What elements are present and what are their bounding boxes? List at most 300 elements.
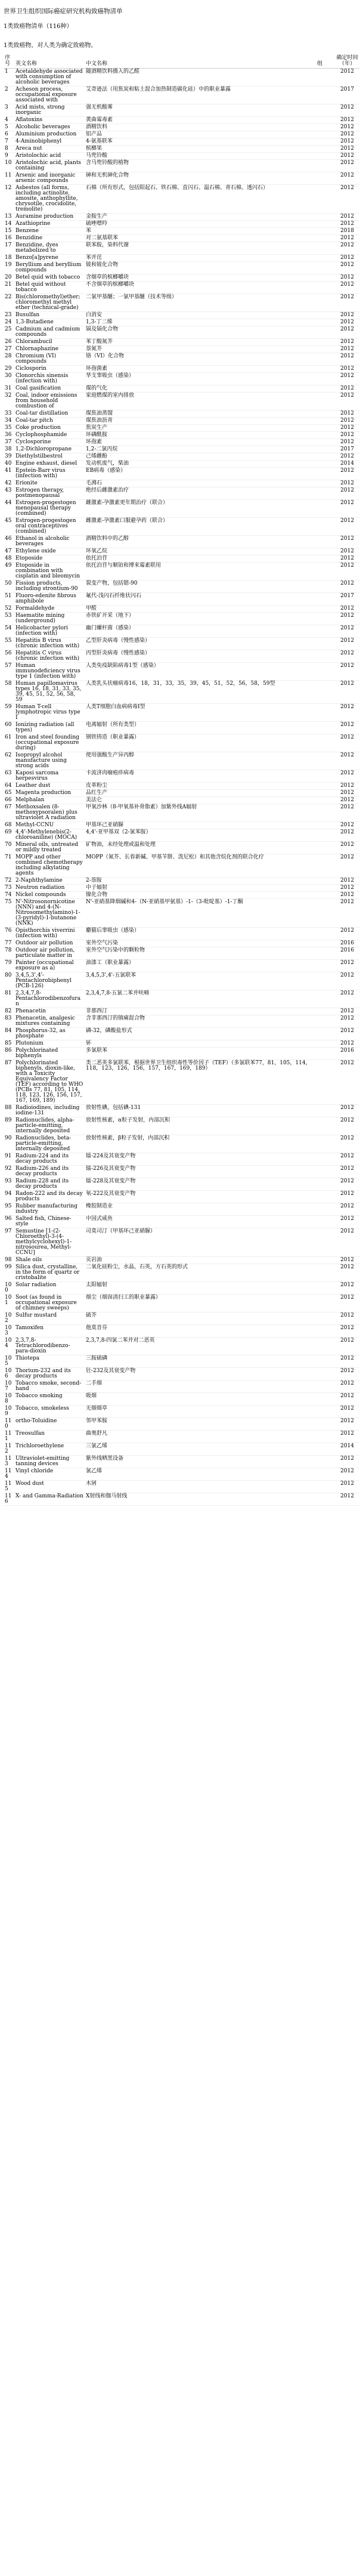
chinese-name: 页岩油: [85, 1257, 316, 1264]
table-row: [4, 940, 359, 947]
english-name: Haematite mining (underground): [14, 613, 85, 625]
group: [316, 1203, 335, 1216]
english-name: Diethylstilbestrol: [14, 453, 85, 461]
english-name: 2-Naphthylamine: [14, 878, 85, 885]
row-number: 40: [4, 461, 14, 468]
table-row: [4, 947, 359, 960]
group: [316, 580, 335, 593]
english-name: Polychlorinated biphenyls, dioxin-like, with a Toxicity Equivalency Factor (TEF) according to WHO (PCBs 77, 81, 105, 114, 118, 123, 126, 156, 157, 167, 169, 189): [14, 1060, 85, 1105]
header-group: 组: [316, 54, 335, 69]
group: [316, 153, 335, 160]
chinese-name: 含非那西汀的镇痛混合物: [85, 1015, 316, 1028]
row-number: 56: [4, 650, 14, 663]
header-year: 确定时间（年）: [335, 54, 359, 69]
row-number: 23: [4, 312, 14, 319]
table-row: [4, 1393, 359, 1406]
chinese-name: 家庭燃煤的室内排放: [85, 393, 316, 410]
table-row: [4, 294, 359, 312]
year: 2016: [335, 947, 359, 960]
year: 2012: [335, 235, 359, 242]
group: [316, 663, 335, 681]
group: [316, 1191, 335, 1203]
chinese-name: 麝猫后睾吸虫（感染）: [85, 928, 316, 940]
english-name: Fission products, including strontium-90: [14, 580, 85, 593]
english-name: Coal, indoor emissions from household combustion of: [14, 393, 85, 410]
row-number: 47: [4, 548, 14, 555]
year: 2012: [335, 704, 359, 722]
year: 2014: [335, 461, 359, 468]
english-name: Tobacco, smokeless: [14, 1406, 85, 1418]
group: [316, 185, 335, 214]
row-number: 101: [4, 1295, 14, 1312]
english-name: Vinyl chloride: [14, 1468, 85, 1481]
table-row: [4, 160, 359, 172]
chinese-name: 2,3,4,7,8-五氯二苯并呋喃: [85, 990, 316, 1008]
english-name: Salted fish, Chinese-style: [14, 1216, 85, 1228]
row-number: 93: [4, 1178, 14, 1191]
table-row: [4, 418, 359, 425]
group: [316, 1355, 335, 1368]
chinese-name: 赤铁矿开采（地下）: [85, 613, 316, 625]
english-name: Azathioprine: [14, 221, 85, 228]
group: [316, 822, 335, 829]
chinese-name: 2-萘胺: [85, 878, 316, 885]
table-row: [4, 580, 359, 593]
group: [316, 990, 335, 1008]
year: 2012: [335, 385, 359, 393]
row-number: 51: [4, 593, 14, 606]
table-row: [4, 1191, 359, 1203]
row-number: 114: [4, 1468, 14, 1481]
group: [316, 425, 335, 432]
group: [316, 255, 335, 262]
group: [316, 563, 335, 580]
row-number: 102: [4, 1312, 14, 1325]
group: [316, 339, 335, 346]
table-row: [4, 1295, 359, 1312]
year: 2012: [335, 892, 359, 899]
chinese-name: 他莫昔芬: [85, 1325, 316, 1338]
chinese-name: 己烯雌酚: [85, 453, 316, 461]
year: 2012: [335, 160, 359, 172]
year: 2014: [335, 1443, 359, 1456]
year: 2012: [335, 606, 359, 613]
english-name: Leather dust: [14, 783, 85, 790]
year: 2012: [335, 468, 359, 480]
row-number: 90: [4, 1135, 14, 1153]
year: 2017: [335, 593, 359, 606]
english-name: 2,3,7,8-Tetrachlorodibenzo-para-dioxin: [14, 1338, 85, 1355]
chinese-name: 吸烟: [85, 1393, 316, 1406]
group: [316, 1481, 335, 1493]
row-number: 41: [4, 468, 14, 480]
table-row: [4, 822, 359, 829]
chinese-name: 室外空气污染中的颗粒物: [85, 947, 316, 960]
group: [316, 385, 335, 393]
row-number: 81: [4, 990, 14, 1008]
table-row: [4, 146, 359, 153]
chinese-name: 矿物油，未经处理或温和处理: [85, 842, 316, 854]
table-row: [4, 1282, 359, 1295]
row-number: 60: [4, 722, 14, 734]
year: 2012: [335, 69, 359, 87]
year: 2012: [335, 346, 359, 353]
row-number: 22: [4, 294, 14, 312]
group: [316, 797, 335, 804]
group: [316, 1153, 335, 1166]
table-row: [4, 892, 359, 899]
table-row: [4, 638, 359, 650]
english-name: Semustine [1-(2-Chloroethyl)-3-(4-methylcyclohexyl)-1-nitrosourea, Methyl-CCNU]: [14, 1228, 85, 1257]
group: [316, 117, 335, 124]
english-name: 2,3,4,7,8-Pentachlorodibenzofuran: [14, 990, 85, 1008]
english-name: Auramine production: [14, 214, 85, 221]
year: 2012: [335, 221, 359, 228]
year: 2012: [335, 153, 359, 160]
year: 2012: [335, 393, 359, 410]
year: 2012: [335, 1105, 359, 1117]
row-number: 94: [4, 1191, 14, 1203]
row-number: 44: [4, 500, 14, 518]
row-number: 109: [4, 1406, 14, 1418]
year: 2012: [335, 990, 359, 1008]
chinese-name: 室外空气污染: [85, 940, 316, 947]
english-name: Melphalan: [14, 797, 85, 804]
table-row: [4, 1105, 359, 1117]
table-row: [4, 1040, 359, 1048]
chinese-name: 1,2-二氯丙烷: [85, 446, 316, 453]
year: 2012: [335, 899, 359, 928]
table-caption: 1类致癌物，对人类为确定致癌物。: [4, 42, 97, 49]
chinese-name: MOPP（氮芥、长春新碱、甲基苄肼、泼尼松）和其他含烷化剂的联合化疗: [85, 854, 316, 878]
group: [316, 606, 335, 613]
table-row: [4, 878, 359, 885]
english-name: Mineral oils, untreated or mildly treated: [14, 842, 85, 854]
chinese-name: 环孢菌素: [85, 366, 316, 373]
group: [316, 1406, 335, 1418]
group: [316, 1282, 335, 1295]
year: 2012: [335, 104, 359, 117]
english-name: Erionite: [14, 480, 85, 487]
row-number: 88: [4, 1105, 14, 1117]
row-number: 59: [4, 704, 14, 722]
year: 2012: [335, 1060, 359, 1105]
row-number: 64: [4, 783, 14, 790]
group: [316, 1048, 335, 1060]
header-row: [4, 54, 359, 69]
chinese-name: 煤焦油沥青: [85, 418, 316, 425]
table-row: [4, 1048, 359, 1060]
chinese-name: 石棉（所有形式，包括阳起石、铁石棉、直闪石、温石棉、青石棉、透闪石）: [85, 185, 316, 214]
chinese-name: 3,4,5,3',4'-五氯联苯: [85, 972, 316, 990]
row-number: 82: [4, 1008, 14, 1015]
year: 2012: [335, 124, 359, 131]
chinese-name: 金胺生产: [85, 214, 316, 221]
year: 2012: [335, 353, 359, 366]
chinese-name: 硫芥: [85, 1312, 316, 1325]
chinese-name: 环磷酰胺: [85, 432, 316, 439]
row-number: 78: [4, 947, 14, 960]
table-row: [4, 854, 359, 878]
table-row: [4, 153, 359, 160]
chinese-name: 硫唑嘌呤: [85, 221, 316, 228]
row-number: 87: [4, 1060, 14, 1105]
table-row: [4, 319, 359, 326]
english-name: Opisthorchis viverrini (infection with): [14, 928, 85, 940]
row-number: 103: [4, 1325, 14, 1338]
row-number: 53: [4, 613, 14, 625]
row-number: 104: [4, 1338, 14, 1355]
english-name: Outdoor air pollution: [14, 940, 85, 947]
table-row: [4, 1203, 359, 1216]
table-row: [4, 131, 359, 138]
table-row: [4, 1325, 359, 1338]
chinese-name: 中国式咸鱼: [85, 1216, 316, 1228]
english-name: Shale oils: [14, 1257, 85, 1264]
section-label: 1类致癌物清单（116种）: [4, 23, 73, 30]
year: 2018: [335, 228, 359, 235]
row-number: 10: [4, 160, 14, 172]
group: [316, 1456, 335, 1468]
group: [316, 214, 335, 221]
chinese-name: 甲醛: [85, 606, 316, 613]
english-name: Ionizing radiation (all types): [14, 722, 85, 734]
english-name: N'-Nitrosonornicotine (NNN) and 4-(N-Nitrosomethylamino)-1-(3-pyridyl)-1-butanone (NNK): [14, 899, 85, 928]
table-row: [4, 453, 359, 461]
chinese-name: 丙型肝炎病毒（慢性感染）: [85, 650, 316, 663]
chinese-name: 甲氧沙林（8-甲氧基补骨脂素）加紫外线A辐射: [85, 804, 316, 822]
table-row: [4, 172, 359, 185]
row-number: 84: [4, 1028, 14, 1040]
table-row: [4, 1166, 359, 1178]
group: [316, 734, 335, 752]
row-number: 7: [4, 138, 14, 146]
chinese-name: 含烟草的槟榔嚼块: [85, 274, 316, 282]
year: 2012: [335, 822, 359, 829]
year: 2012: [335, 555, 359, 563]
year: 2012: [335, 1282, 359, 1295]
row-number: 21: [4, 282, 14, 294]
english-name: Clonorchis sinensis (infection with): [14, 373, 85, 385]
row-number: 61: [4, 734, 14, 752]
english-name: Phenacetin: [14, 1008, 85, 1015]
chinese-name: 美法仑: [85, 797, 316, 804]
group: [316, 1166, 335, 1178]
group: [316, 593, 335, 606]
header-chinese-name: 中文名称: [85, 54, 316, 69]
english-name: 3,4,5,3',4'-Pentachlorobiphenyl (PCB-126): [14, 972, 85, 990]
english-name: Iron and steel founding (occupational exposure during): [14, 734, 85, 752]
english-name: Plutonium: [14, 1040, 85, 1048]
english-name: Radium-224 and its decay products: [14, 1153, 85, 1166]
table-row: [4, 393, 359, 410]
english-name: Asbestos (all forms, including actinolite, amosite, anthophyllite, chrysotile, crocidolite, tremolite): [14, 185, 85, 214]
row-number: 110: [4, 1418, 14, 1431]
chinese-name: 无烟烟草: [85, 1406, 316, 1418]
row-number: 35: [4, 425, 14, 432]
group: [316, 899, 335, 928]
table-row: [4, 461, 359, 468]
chinese-name: 电离辐射（所有类型）: [85, 722, 316, 734]
chinese-name: 绝经后雌激素治疗: [85, 487, 316, 500]
year: 2012: [335, 783, 359, 790]
english-name: Helicobacter pylori (infection with): [14, 625, 85, 638]
group: [316, 1228, 335, 1257]
row-number: 14: [4, 221, 14, 228]
chinese-name: 木屑: [85, 1481, 316, 1493]
table-row: [4, 242, 359, 255]
table-row: [4, 439, 359, 446]
year: 2012: [335, 500, 359, 518]
row-number: 38: [4, 446, 14, 453]
group: [316, 752, 335, 770]
row-number: 28: [4, 353, 14, 366]
english-name: Rubber manufacturing industry: [14, 1203, 85, 1216]
year: 2012: [335, 418, 359, 425]
chinese-name: 三胺硫磷: [85, 1355, 316, 1368]
english-name: Acid mists, strong inorganic: [14, 104, 85, 117]
table-row: [4, 228, 359, 235]
chinese-name: 卡波济肉瘤疱疹病毒: [85, 770, 316, 783]
year: 2012: [335, 1264, 359, 1282]
table-row: [4, 555, 359, 563]
chinese-name: EB病毒（感染）: [85, 468, 316, 480]
english-name: Radon-222 and its decay products: [14, 1191, 85, 1203]
group: [316, 160, 335, 172]
group: [316, 1393, 335, 1406]
group: [316, 124, 335, 131]
chinese-name: 甲基环己亚硝脲: [85, 822, 316, 829]
row-number: 24: [4, 319, 14, 326]
group: [316, 1368, 335, 1380]
english-name: Benzidine: [14, 235, 85, 242]
table-row: [4, 804, 359, 822]
table-row: [4, 548, 359, 555]
chinese-name: 环氧乙烷: [85, 548, 316, 555]
group: [316, 353, 335, 366]
row-number: 116: [4, 1493, 14, 1506]
chinese-name: 幽门螺杆菌（感染）: [85, 625, 316, 638]
english-name: Epstein-Barr virus (infection with): [14, 468, 85, 480]
english-name: Methyl-CCNU: [14, 822, 85, 829]
table-row: [4, 346, 359, 353]
table-row: [4, 1153, 359, 1166]
group: [316, 393, 335, 410]
english-name: Thiotepa: [14, 1355, 85, 1368]
group: [316, 487, 335, 500]
year: 2016: [335, 1048, 359, 1060]
group: [316, 783, 335, 790]
group: [316, 274, 335, 282]
row-number: 42: [4, 480, 14, 487]
english-name: Thorium-232 and its decay products: [14, 1368, 85, 1380]
table-row: [4, 1338, 359, 1355]
english-name: Ethylene oxide: [14, 548, 85, 555]
table-row: [4, 373, 359, 385]
table-row: [4, 704, 359, 722]
english-name: Etoposide in combination with cisplatin and bleomycin: [14, 563, 85, 580]
english-name: Beryllium and beryllium compounds: [14, 262, 85, 274]
english-name: Soot (as found in occupational exposure of chimney sweeps): [14, 1295, 85, 1312]
year: 2012: [335, 1153, 359, 1166]
year: 2012: [335, 339, 359, 346]
chinese-name: 4-氨基联苯: [85, 138, 316, 146]
year: 2012: [335, 734, 359, 752]
group: [316, 1468, 335, 1481]
table-row: [4, 663, 359, 681]
english-name: Painter (occupational exposure as a): [14, 960, 85, 972]
chinese-name: 铍和铍化合物: [85, 262, 316, 274]
chinese-name: 1,3-丁二烯: [85, 319, 316, 326]
year: 2012: [335, 1028, 359, 1040]
group: [316, 461, 335, 468]
row-number: 3: [4, 104, 14, 117]
year: 2012: [335, 319, 359, 326]
chinese-name: 苯并芘: [85, 255, 316, 262]
table-row: [4, 1135, 359, 1153]
english-name: Tobacco smoking: [14, 1393, 85, 1406]
table-row: [4, 1008, 359, 1015]
year: 2012: [335, 146, 359, 153]
group: [316, 69, 335, 87]
group: [316, 1295, 335, 1312]
row-number: 43: [4, 487, 14, 500]
table-row: [4, 752, 359, 770]
year: 2012: [335, 790, 359, 797]
row-number: 72: [4, 878, 14, 885]
row-number: 36: [4, 432, 14, 439]
chinese-name: 放射性碘，包括碘-131: [85, 1105, 316, 1117]
table-row: [4, 1312, 359, 1325]
english-name: Aristolochic acid: [14, 153, 85, 160]
year: 2012: [335, 439, 359, 446]
english-name: Betel quid with tobacco: [14, 274, 85, 282]
year: 2012: [335, 1166, 359, 1178]
row-number: 1: [4, 69, 14, 87]
row-number: 5: [4, 124, 14, 131]
row-number: 89: [4, 1117, 14, 1135]
english-name: Aflatoxins: [14, 117, 85, 124]
group: [316, 1135, 335, 1153]
english-name: Radionuclides, alpha-particle-emitting, internally deposited: [14, 1117, 85, 1135]
chinese-name: 钍-232及其衰变产物: [85, 1368, 316, 1380]
english-name: 4-Aminobiphenyl: [14, 138, 85, 146]
english-name: Bis(chloromethyl)ether; chloromethyl methyl ether (technical-grade): [14, 294, 85, 312]
row-number: 111: [4, 1431, 14, 1443]
english-name: Radionuclides, beta-particle-emitting, internally deposited: [14, 1135, 85, 1153]
table-row: [4, 885, 359, 892]
row-number: 54: [4, 625, 14, 638]
group: [316, 842, 335, 854]
group: [316, 1060, 335, 1105]
chinese-name: 氯乙烯: [85, 1468, 316, 1481]
english-name: 4,4'-Methylenebis(2-chloroaniline) (MOCA): [14, 829, 85, 842]
table-row: [4, 235, 359, 242]
group: [316, 138, 335, 146]
chinese-name: 钢铁铸造（职业暴露）: [85, 734, 316, 752]
year: 2012: [335, 625, 359, 638]
group: [316, 282, 335, 294]
chinese-name: N'-亚硝基降烟碱和4-（N-亚硝基甲氨基）-1-（3-吡啶基）-1-丁酮: [85, 899, 316, 928]
chinese-name: 磷-32，磷酸盐形式: [85, 1028, 316, 1040]
table-row: [4, 1015, 359, 1028]
year: 2012: [335, 282, 359, 294]
row-number: 50: [4, 580, 14, 593]
year: 2012: [335, 425, 359, 432]
row-number: 15: [4, 228, 14, 235]
english-name: Polychlorinated biphenyls: [14, 1048, 85, 1060]
table-row: [4, 410, 359, 418]
